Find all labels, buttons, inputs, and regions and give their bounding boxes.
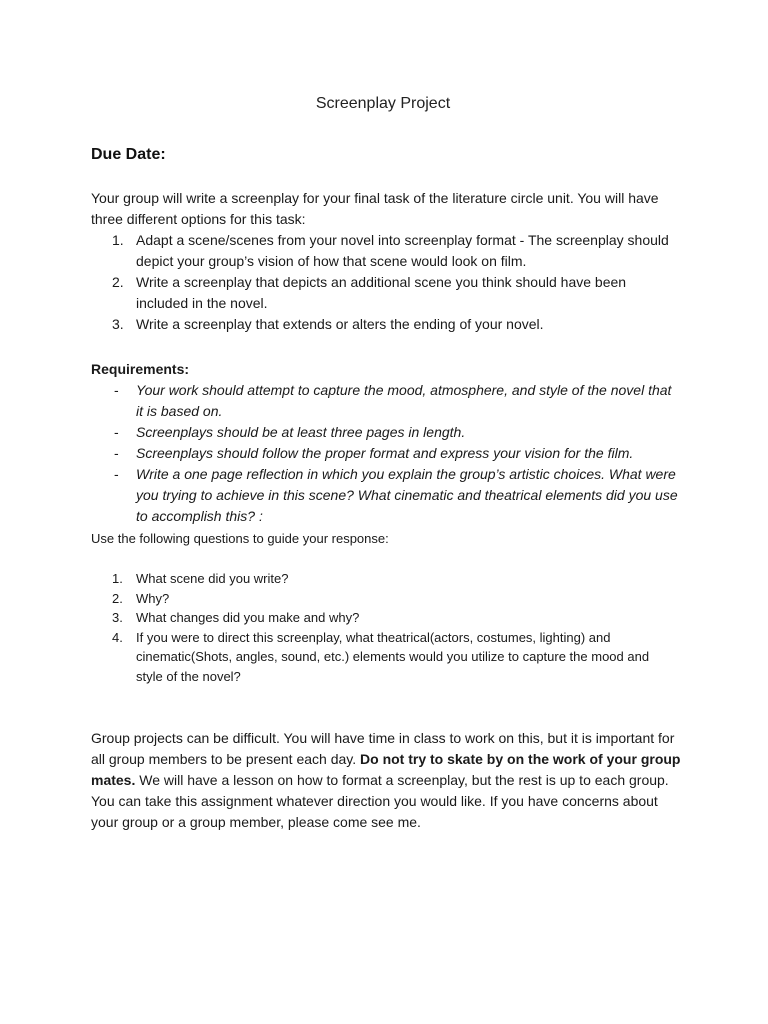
list-dash: - xyxy=(114,382,119,398)
closing-paragraph xyxy=(91,728,681,833)
list-number: 4. xyxy=(112,629,123,645)
list-item xyxy=(91,464,681,527)
questions-list xyxy=(91,569,671,686)
requirements-heading: Requirements: xyxy=(91,361,190,377)
guide-text: Use the following questions to guide your response: xyxy=(91,531,389,546)
intro-section xyxy=(91,188,681,335)
due-date-label: Due Date: xyxy=(91,146,166,163)
list-item xyxy=(91,569,671,589)
list-item-text: Screenplays should follow the proper format and express your vision for the film. xyxy=(136,445,634,461)
list-item xyxy=(91,314,681,335)
list-item-text: If you were to direct this screenplay, what theatrical(actors, costumes, lighting) and cinematic(Shots, angles, sound, etc.) elements would you utilize to capture the mood and style of the novel? xyxy=(136,629,650,684)
list-item xyxy=(91,589,671,609)
intro-paragraph: Your group will write a screenplay for your final task of the literature circle unit. You will have three different options for this task: xyxy=(91,190,659,227)
list-dash: - xyxy=(114,424,119,440)
list-item xyxy=(91,628,671,687)
list-item-text: Adapt a scene/scenes from your novel into screenplay format - The screenplay should depict your group’s vision of how that scene would look on film. xyxy=(136,232,669,269)
list-item-text: Write a one page reflection in which you explain the group’s artistic choices. What were you trying to achieve in this scene? What cinematic and theatrical elements did you use to accomplish this? : xyxy=(136,466,678,524)
list-item xyxy=(91,272,681,314)
closing-bold-text: Do not try to skate by on the work of your group mates. xyxy=(91,751,681,788)
list-number: 3. xyxy=(112,316,124,332)
list-item-text: Your work should attempt to capture the mood, atmosphere, and style of the novel that it is based on. xyxy=(136,382,672,419)
list-item-text: Write a screenplay that depicts an additional scene you think should have been included in the novel. xyxy=(136,274,627,311)
options-list xyxy=(91,230,681,335)
list-item xyxy=(91,230,681,272)
list-number: 3. xyxy=(112,610,123,625)
list-item-text: Why? xyxy=(136,590,170,606)
list-number: 2. xyxy=(112,590,123,606)
list-item-text: What changes did you make and why? xyxy=(136,610,360,625)
requirements-list xyxy=(91,380,681,527)
document-title: Screenplay Project xyxy=(315,95,451,112)
closing-text-part1: Group projects can be difficult. You will have time in class to work on this, but it is important for all group members to be present each day. xyxy=(91,730,675,767)
list-number: 1. xyxy=(112,571,123,586)
list-number: 1. xyxy=(112,232,124,248)
list-item xyxy=(91,443,681,464)
list-dash: - xyxy=(114,466,119,482)
list-item-text: Write a screenplay that extends or alters the ending of your novel. xyxy=(136,316,544,332)
list-item xyxy=(91,422,681,443)
list-item-text: What scene did you write? xyxy=(136,571,289,586)
list-number: 2. xyxy=(112,274,124,290)
list-item xyxy=(91,380,681,422)
list-dash: - xyxy=(114,445,119,461)
list-item xyxy=(91,608,671,628)
list-item-text: Screenplays should be at least three pages in length. xyxy=(136,424,466,440)
closing-text-part2: We will have a lesson on how to format a screenplay, but the rest is up to each group. You can take this assignment whatever direction you would like. If you have concerns about your group or a group member, please come see me. xyxy=(91,772,669,830)
